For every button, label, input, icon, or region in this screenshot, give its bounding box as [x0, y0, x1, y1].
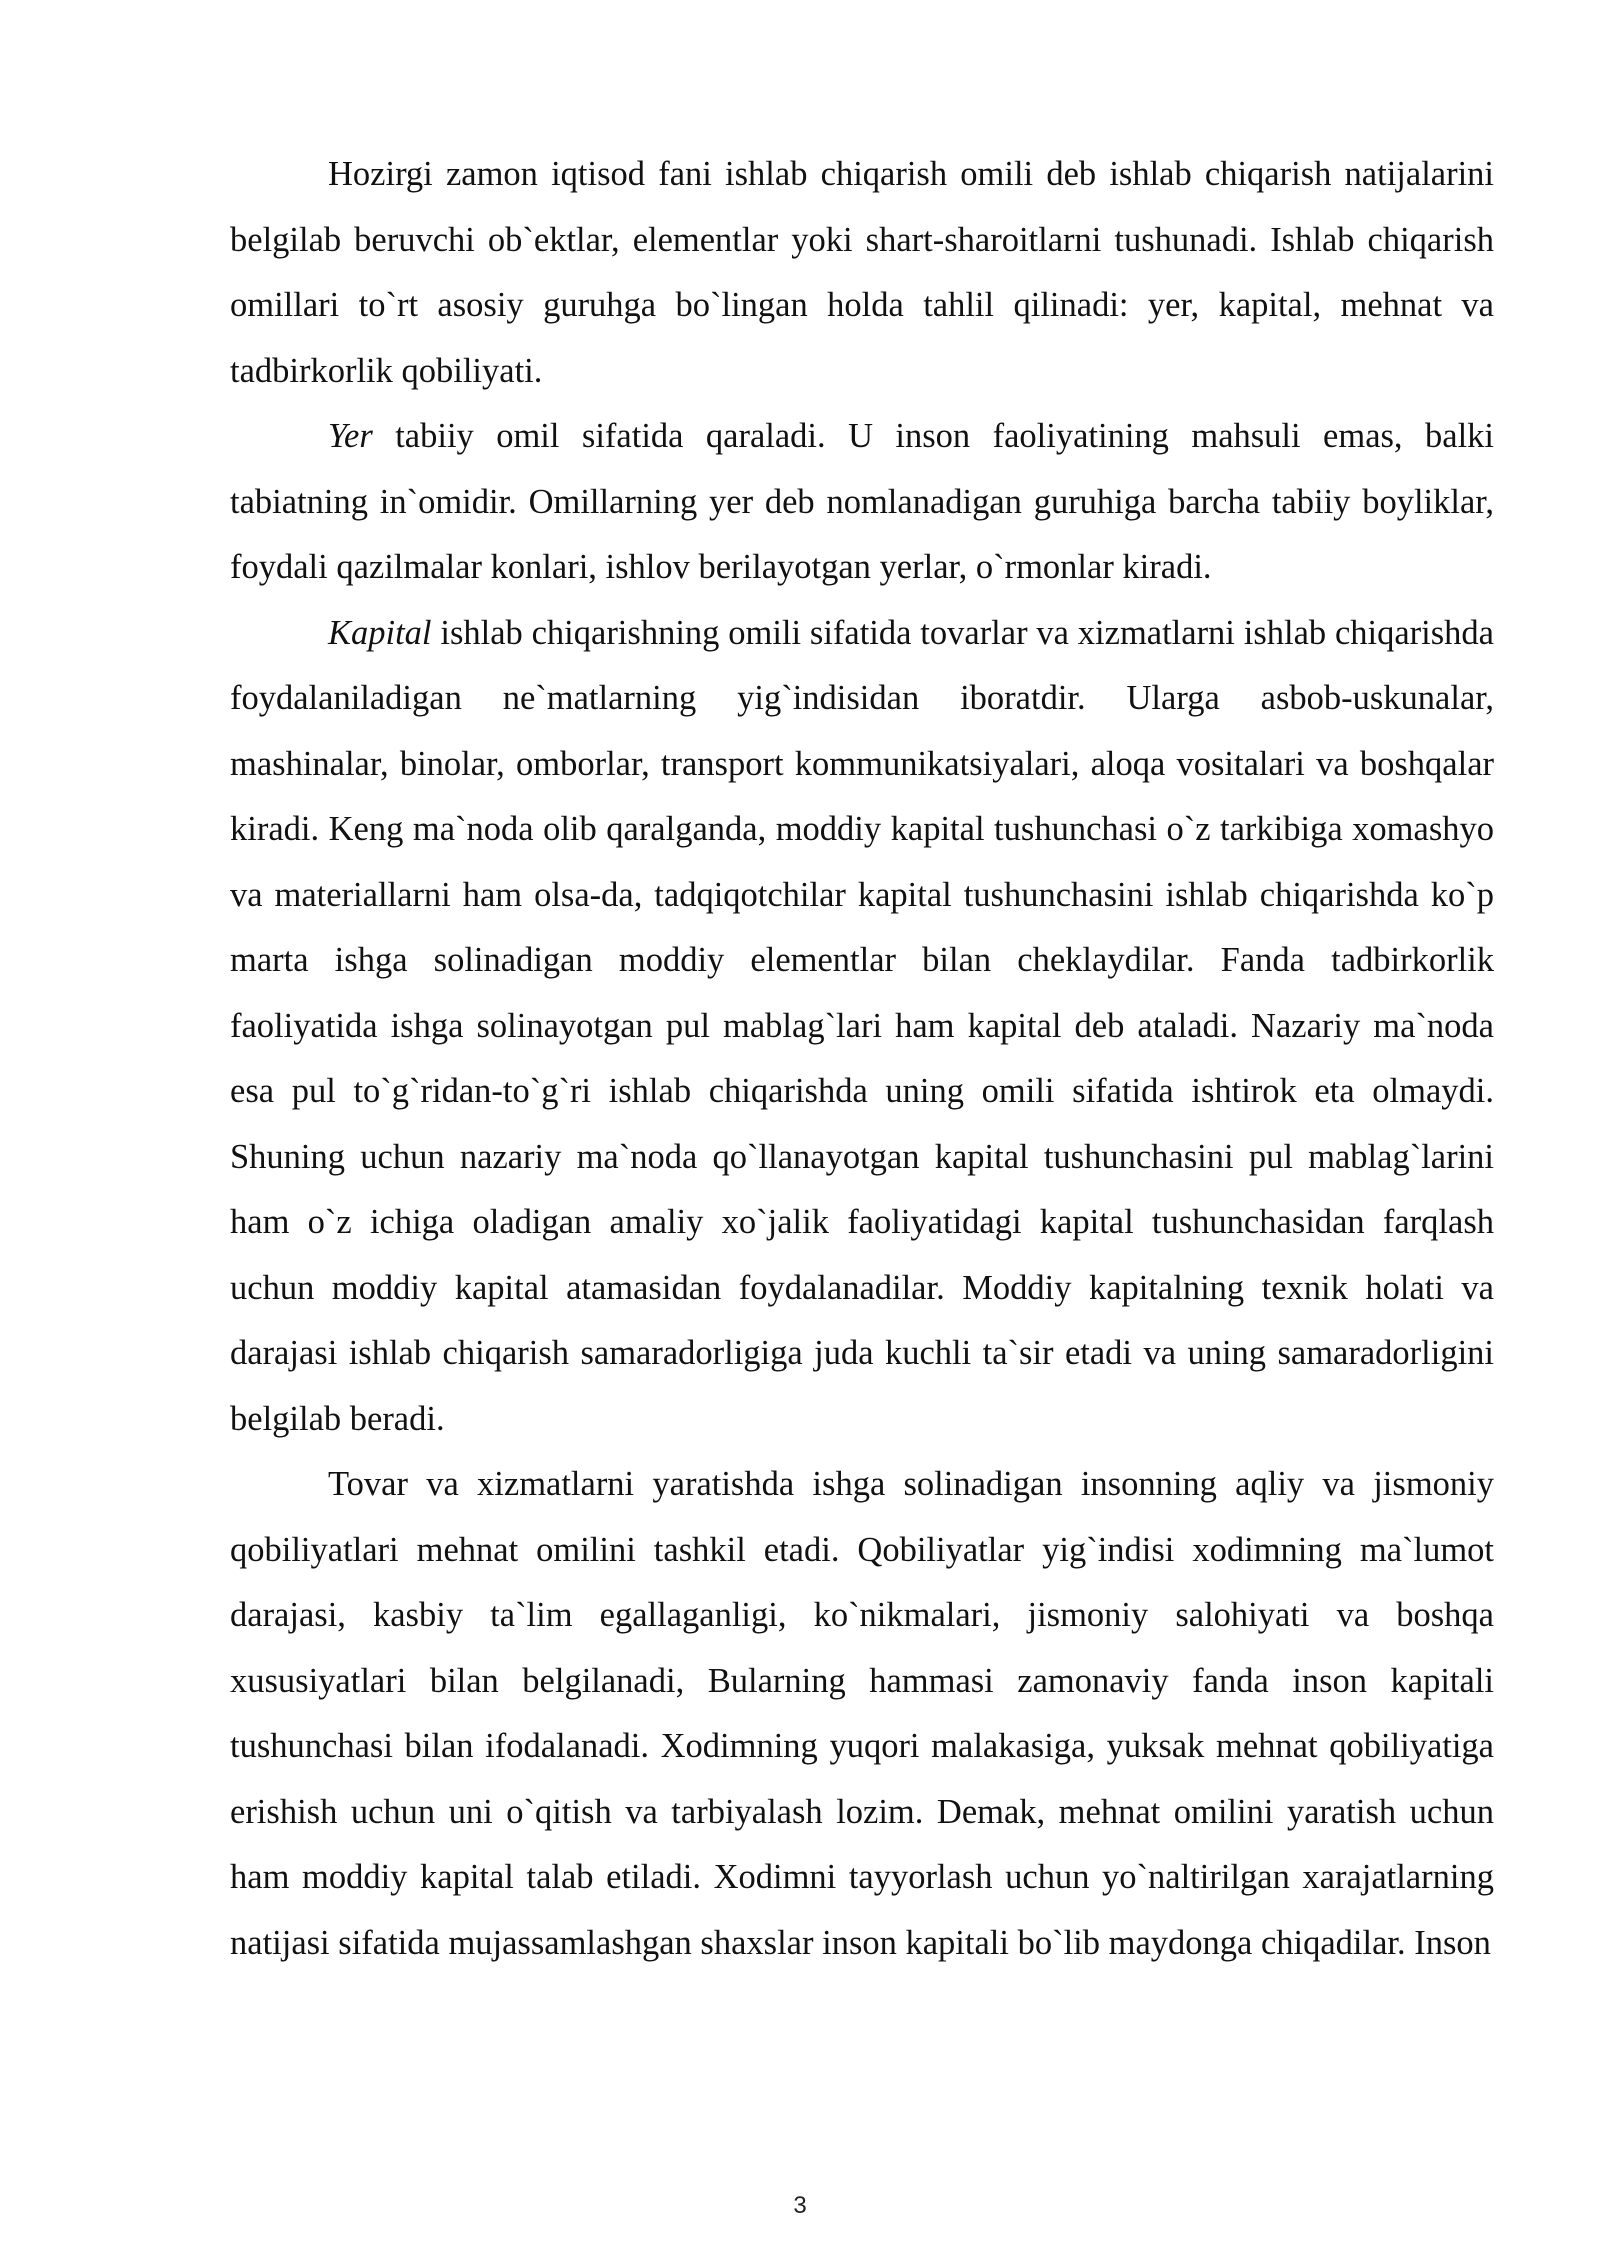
- paragraph-intro: [230, 142, 1494, 404]
- paragraph-labor: [230, 1452, 1494, 1976]
- paragraph-intro-text: Hozirgi zamon iqtisod fani ishlab chiqarish omili deb ishlab chiqarish natijalarini belgilab beruvchi ob`ektlar, elementlar yoki shart-sharoitlarni tushunadi. Ishlab chiqarish omillari to`rt asosiy guruhga bo`lingan holda tahlil qilinadi: yer, kapital, mehnat va tadbirkorlik qobiliyati.: [230, 155, 1494, 390]
- paragraph-capital-lead: Kapital: [328, 613, 432, 652]
- paragraph-land-text: tabiiy omil sifatida qaraladi. U inson faoliyatining mahsuli emas, balki tabiatning in`omidir. Omillarning yer deb nomlanadigan guruhiga barcha tabiiy boyliklar, foydali qazilmalar konlari, ishlov berilayotgan yerlar, o`rmonlar kiradi.: [230, 417, 1494, 586]
- paragraph-land: [230, 404, 1494, 601]
- paragraph-land-lead: Yer: [328, 417, 373, 455]
- paragraph-capital: [230, 601, 1494, 1453]
- paragraph-capital-text: ishlab chiqarishning omili sifatida tovarlar va xizmatlarni ishlab chiqarishda foydalaniladigan ne`matlarning yig`indisidan iboratdir. Ularga asbob-uskunalar, mashinalar, binolar, omborlar, transport kommunikatsiyalari, aloqa vositalari va boshqalar kiradi. Keng ma`noda olib qaralganda, moddiy kapital tushunchasi o`z tarkibiga xomashyo va materiallarni ham olsa-da, tadqiqotchilar kapital tushunchasini ishlab chiqarishda ko`p marta ishga solinadigan moddiy elementlar bilan cheklaydilar. Fanda tadbirkorlik faoliyatida ishga solinayotgan pul mablag`lari ham kapital deb ataladi. Nazariy ma`noda esa pul to`g`ridan-to`g`ri ishlab chiqarishda uning omili sifatida ishtirok eta olmaydi. Shuning uchun nazariy ma`noda qo`llanayotgan kapital tushunchasini pul mablag`larini ham o`z ichiga oladigan amaliy xo`jalik faoliyatidagi kapital tushunchasidan farqlash uchun moddiy kapital atamasidan foydalanadilar. Moddiy kapitalning texnik holati va darajasi ishlab chiqarish samaradorligiga juda kuchli ta`sir etadi va uning samaradorligini belgilab beradi.: [230, 613, 1494, 1438]
- page-number: 3: [793, 2192, 807, 2219]
- body-text: [230, 142, 1494, 1976]
- paragraph-labor-text: Tovar va xizmatlarni yaratishda ishga solinadigan insonning aqliy va jismoniy qobiliyatlari mehnat omilini tashkil etadi. Qobiliyatlar yig`indisi xodimning ma`lumot darajasi, kasbiy ta`lim egallaganligi, ko`nikmalari, jismoniy salohiyati va boshqa xususiyatlari bilan belgilanadi, Bularning hammasi zamonaviy fanda inson kapitali tushunchasi bilan ifodalanadi. Xodimning yuqori malakasiga, yuksak mehnat qobiliyatiga erishish uchun uni o`qitish va tarbiyalash lozim. Demak, mehnat omilini yaratish uchun ham moddiy kapital talab etiladi. Xodimni tayyorlash uchun yo`naltirilgan xarajatlarning natijasi sifatida mujassamlashgan shaxslar inson kapitali bo`lib maydonga chiqadilar. Inson: [230, 1465, 1494, 1962]
